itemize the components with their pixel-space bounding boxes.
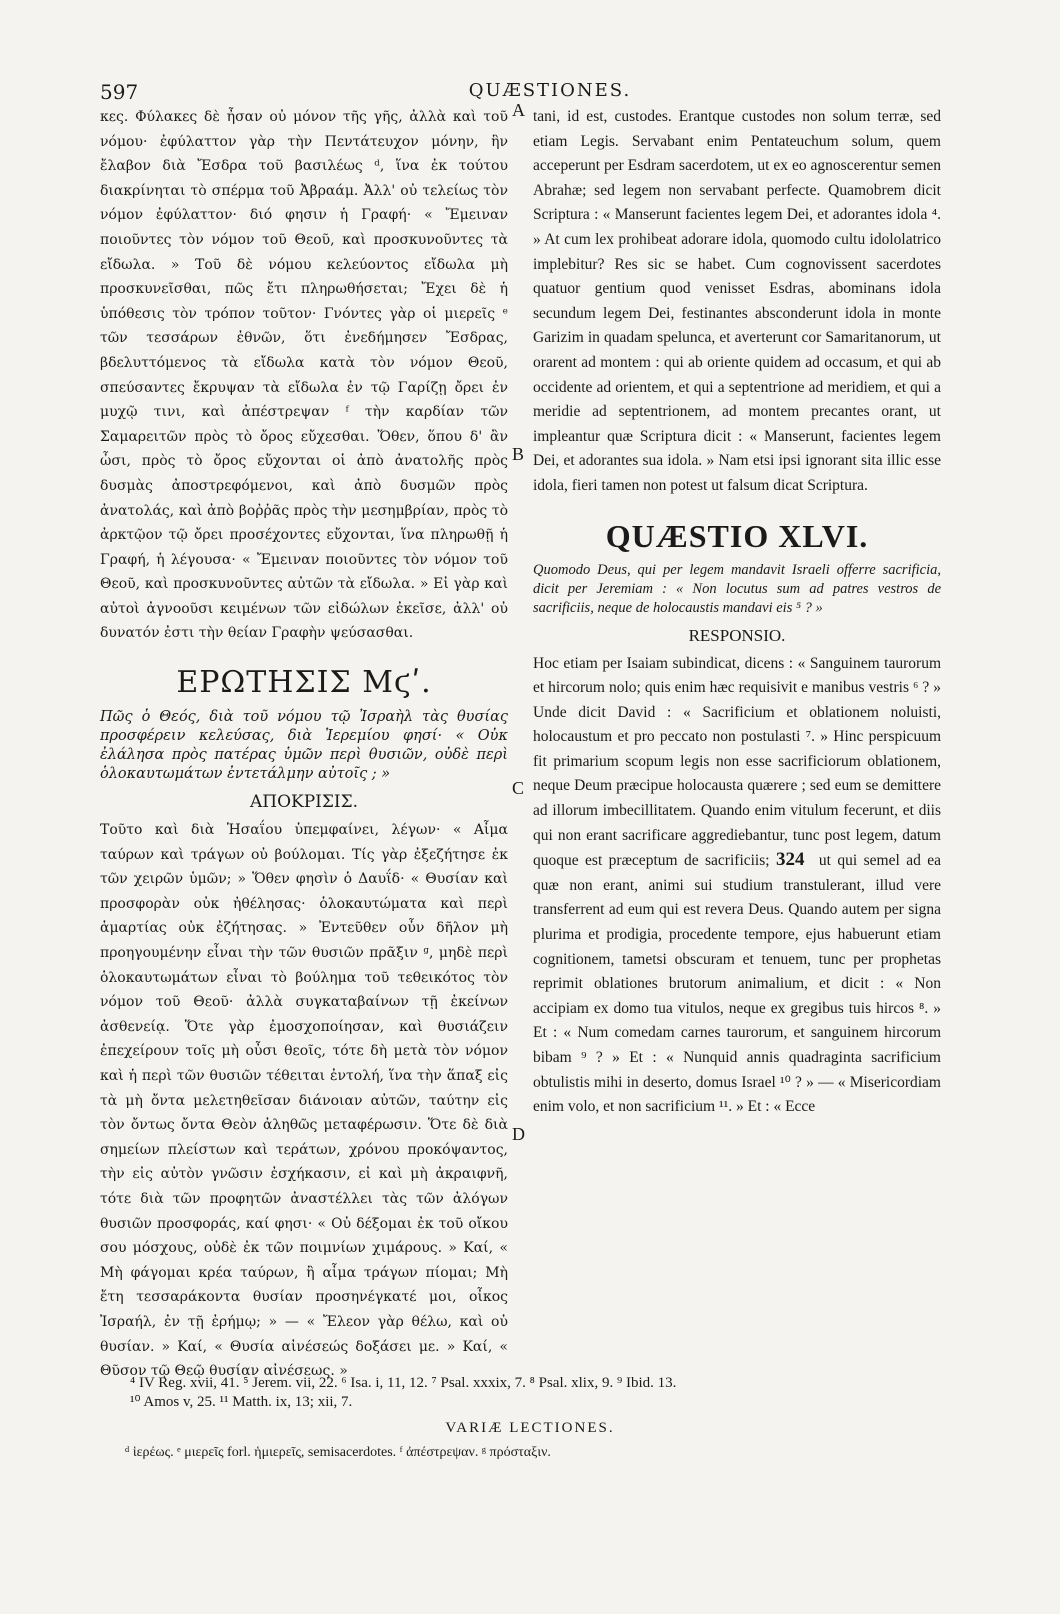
page-reference-number: 324 [776, 849, 805, 871]
footnote-line-2: ¹⁰ Amos v, 25. ¹¹ Matth. ix, 13; xii, 7. [130, 1394, 353, 1410]
footnotes [100, 1374, 950, 1412]
latin-paragraph-1: tani, id est, custodes. Erantque custodes non solum terræ, sed etiam Legis. Servabant enim Pentateuchum solum, quem acceperunt per Esdram sacerdotem, ut ex eo agnoscerentur semen Abrahæ; sed legem non servabant perfecte. Quamobrem dicit Scriptura : « Manserunt facientes legem Dei, et adorantes idola ⁴. » At cum lex prohibeat adorare idola, quomodo cultu idololatrico implebitur? Res sic se habet. Cum cognovissent sacerdotes quatuor gentium quod venisset Esdras, abominans idola secundum legem Dei, festinantes absconderunt idola in monte Garizim in quadam spelunca, et averterunt cor Samaritanorum, ut orarent ad montem : qui ab oriente quidem ad occasum, et qui ab occidente ad orientem, et qui a septentrione ad meridiem, et qui a meridie ad septentrionem, ad montem precantes orant, ut impleantur quæ Scriptura dicit : « Manserunt, facientes legem Dei, et adorantes sua idola. » Nam etsi ipsi ignorant sita illic esse idola, fieri tamen non potest ut falsum dicat Scriptura. [533, 108, 941, 494]
greek-question-title: ΕΡΩΤΗΣΙΣ Μϛʹ. [176, 665, 432, 701]
latin-question-title: QUÆSTIO XLVI. [605, 517, 869, 554]
variae-lectiones-heading: VARIÆ LECTIONES. [445, 1420, 615, 1436]
greek-column [100, 105, 508, 1384]
margin-letter-b: B [512, 444, 525, 464]
latin-paragraph-2b: ut qui semel ad ea quæ non erant, animi sui studium transtulerant, illud vere transferrent ad eum qui est revera Deus. Quando autem per signa plurima et prodigia, procedente tempore, ejus habuerunt etiam cognitionem, tametsi obscuram et tenuem, tunc per prophetas reprimit oblationes brutorum animalium, et dicit : « Non accipiam ex domo tua vitulos, neque ex gregibus tuis hircos ⁸. » Et : « Num comedam carnes taurorum, et sanguinem hircorum bibam ⁹ ? » Et : « Nunquid annis quadraginta sacrificium obtulistis mihi in deserto, domus Israel ¹⁰ ? » — « Misericordiam enim volo, et non sacrificium ¹¹. » Et : « Ecce [533, 852, 941, 1116]
page-number: 597 [100, 80, 139, 104]
variae-lectiones-line: ᵈ ἱερέως. ᵉ μιερεῖς forl. ἡμιερεῖς, semisacerdotes. ᶠ ἀπέστρεψαν. ᵍ πρόσταξιν. [125, 1445, 551, 1460]
greek-paragraph-1: κες. Φύλακες δὲ ἦσαν οὐ μόνον τῆς γῆς, ἀλλὰ καὶ τοῦ νόμου· ἐφύλαττον γὰρ τὴν Πεντάτευχον μόνην, ἣν ἔλαβον διὰ Ἔσδρα τοῦ βασιλέως ᵈ, ἵνα ἐκ τούτου διακρίνηται τὸ σπέρμα τοῦ Ἀβραάμ. Ἀλλ' οὐ τελείως τὸν νόμον ἐφύλαττον· διό φησιν ἡ Γραφή· « Ἔμειναν ποιοῦντες τὸν νόμον τοῦ Θεοῦ, καὶ προσκυνοῦντες τὰ εἴδωλα. » Τοῦ δὲ νόμου κελεύοντος εἴδωλα μὴ προσκυνεῖσθαι, πῶς ἔτι πληρωθήσεται; Ἔχει δὲ ἡ ὑπόθεσις τὸν τρόπον τοῦτον· Γνόντες γὰρ οἱ μιερεῖς ᵉ τῶν τεσσάρων ἐθνῶν, ὅτι ἐνεδήμησεν Ἔσδρας, βδελυττόμενος τὰ εἴδωλα κατὰ τὸν νόμον Θεοῦ, σπεύσαντες ἔκρυψαν τὰ εἴδωλα ἐν τῷ Γαρίζῃ ὄρει ἐν μυχῷ τινι, καὶ ἀπέστρεψαν ᶠ τὴν καρδίαν τῶν Σαμαρειτῶν πρὸς τὸ ὄρος εὔχεσθαι. Ὅθεν, ὅπου δ' ἂν ὦσι, πρὸς τὸ ὄρος εὔχονται οἱ ἀπὸ ἀνατολῆς πρὸς δυσμὰς ἀποστρεφόμενοι, καὶ ἀπὸ δυσμῶν πρὸς ἀνατολάς, καὶ ἀπὸ βοῤῥᾶς πρὸς τὴν μεσημβρίαν, πρὸς τὸ ἀρκτῷον τῷ ὄρει προσέχοντες εὔχονται, ἵνα πληρωθῇ ἡ Γραφή, ἡ λέγουσα· « Ἔμειναν ποιοῦντες τὸν νόμον τοῦ Θεοῦ, καὶ προσκυνοῦντες αὐτῶν τὰ εἴδωλα. » Εἰ γὰρ καὶ αὐτοὶ ἀγνοοῦσι κειμένων τῶν εἰδώλων ἐκεῖσε, ἀλλ' οὐ δυνατόν ἐστι τὴν θείαν Γραφὴν ψεύσασθαι. [100, 109, 508, 642]
footnote-line-1: ⁴ IV Reg. xvii, 41. ⁵ Jerem. vii, 22. ⁶ Isa. i, 11, 12. ⁷ Psal. xxxix, 7. ⁸ Psal. xlix, 9. ⁹ Ibid. 13. [130, 1375, 677, 1391]
latin-response-heading: RESPONSIO. [688, 625, 786, 645]
latin-paragraph-2a: Hoc etiam per Isaiam subindicat, dicens : « Sanguinem taurorum et hircorum nolo; quis enim hæc requisivit e manibus vestris ⁶ ? » Unde dicit David : « Sacrificium et oblationem noluisti, holocaustum et pro peccato non postulasti ⁷. » Hinc perspicuum fit primarium scopum legis non esse sacrificiorum oblationem, neque Deum præcipue holocausta quærere ; sed eum se demittere ad illorum imbecillitatem. Quando enim vitulum fecerunt, et diis qui non erant sacrificare aggrediebantur, tunc post legem, datum quoque est præceptum de sacrificiis; [533, 654, 941, 870]
running-title: QUÆSTIONES. [468, 80, 632, 101]
margin-letter-a: A [512, 100, 525, 120]
greek-question-text: Πῶς ὁ Θεός, διὰ τοῦ νόμου τῷ Ἰσραὴλ τὰς θυσίας προσφέρειν κελεύσας, διὰ Ἱερεμίου φησί· « Οὐκ ἐλάλησα πρὸς πατέρας ὑμῶν περὶ θυσιῶν, οὐδὲ περὶ ὁλοκαυτωμάτων ἐντετάλμην αὐτοῖς ; » [100, 709, 508, 783]
margin-letter-d: D [512, 1124, 525, 1144]
margin-letter-c: C [512, 778, 525, 798]
greek-paragraph-2: Τοῦτο καὶ διὰ Ἡσαΐου ὑπεμφαίνει, λέγων· « Αἷμα ταύρων καὶ τράγων οὐ βούλομαι. Τίς γὰρ ἐξεζήτησε ἐκ τῶν χειρῶν ὑμῶν; » Ὅθεν φησὶν ὁ Δαυΐδ· « Θυσίαν καὶ προσφορὰν οὐκ ἠθέλησας· ὁλοκαυτώματα καὶ περὶ ἁμαρτίας οὐκ ἐζήτησας. » Ἐντεῦθεν οὖν δῆλον μὴ προηγουμένην εἶναι τὴν τῶν θυσιῶν πρᾶξιν ᵍ, μηδὲ περὶ ὁλοκαυτωμάτων εἶναι τὸ βούλημα τοῦ τεθεικότος τὸν νόμον τοῦ Θεοῦ· ἀλλὰ συγκαταβαίνων τῇ ἐκείνων ἀσθενείᾳ. Ὅτε γὰρ ἐμοσχοποίησαν, καὶ θυσιάζειν ἐπεχείρουν τοῖς μὴ οὖσι θεοῖς, τότε δὴ μετὰ τὸν νόμον καὶ ἡ περὶ τῶν θυσιῶν τέθειται ἐντολή, ἵνα τὴν ἅπαξ εἰς τὰ μὴ ὄντα μελετηθεῖσαν διάνοιαν αὐτῶν, ταύτην εἰς τὸν ὄντως ὄντα Θεὸν ἀληθῶς μεταφέρωσιν. Ὅτε δὲ διὰ σημείων πλείστων καὶ τεράτων, χρόνου προκόψαντος, τὴν εἰς αὐτὸν γνῶσιν ἐσχήκασιν, εἰ καὶ μὴ ἀκραιφνῆ, τότε διὰ τῶν προφητῶν ἀναστέλλει τὰς τῶν ἀλόγων θυσιῶν προσφοράς, καί φησι· « Οὐ δέξομαι ἐκ τοῦ οἴκου σου μόσχους, οὐδὲ ἐκ τῶν ποιμνίων χιμάρους. » Καί, « Μὴ φάγομαι κρέα ταύρων, ἢ αἷμα τράγων πίομαι; Μὴ ἔτη τεσσαράκοντα θυσίαν προσηνέγκατέ μοι, οἶκος Ἰσραήλ, ἐν τῇ ἐρήμῳ; » — « Ἔλεον γὰρ θέλω, καὶ οὐ θυσίαν. » Καί, « Θυσία αἰνέσεώς δοξάσει με. » Καί, « Θῦσον τῷ Θεῷ θυσίαν αἰνέσεως. » [100, 822, 508, 1380]
latin-question-text: Quomodo Deus, qui per legem mandavit Israeli offerre sacrificia, dicit per Jeremiam : « Non locutus sum ad patres vestros de sacrificiis, neque de holocaustis mandavi eis ⁵ ? » [533, 561, 941, 616]
latin-column [533, 105, 941, 1120]
latin-paragraph-2 [533, 652, 941, 1120]
greek-response-heading: ΑΠΟΚΡΙΣΙΣ. [249, 792, 359, 813]
